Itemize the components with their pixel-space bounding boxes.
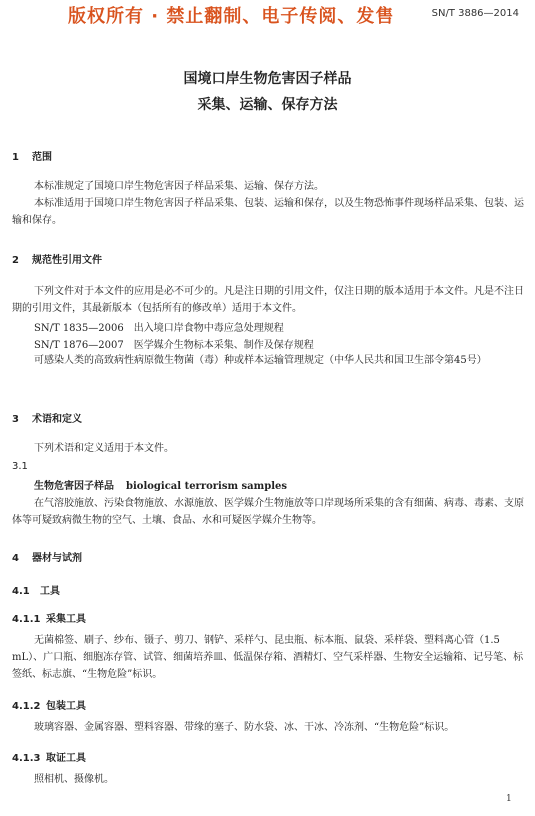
section-4-heading <box>12 549 82 564</box>
section-title: 术语和定义 <box>32 414 82 425</box>
copyright-watermark: 版权所有 · 禁止翻制、电子传阅、发售 <box>68 6 395 27</box>
evidence-tools-text: 照相机、摄像机。 <box>34 774 114 785</box>
section-number: 4.1.1 <box>12 614 41 625</box>
collection-tools-text: 无菌棉签、刷子、纱布、镊子、剪刀、钢铲、采样勺、昆虫瓶、标本瓶、鼠袋、采样袋、塑料离心管（1.5 mL）、广口瓶、细胞冻存管、试管、细菌培养皿、低温保存箱、酒精灯、空气采样器、生物安全运输箱、记号笔、标签纸、标志旗、“生物危险”标识。 <box>12 635 524 680</box>
section-title: 取证工具 <box>46 753 86 764</box>
section-number: 4.1.2 <box>12 701 41 712</box>
section-4-1-3-heading <box>12 749 86 764</box>
section-title: 范围 <box>32 152 52 163</box>
section-title: 规范性引用文件 <box>32 255 102 266</box>
section-title: 采集工具 <box>46 614 86 625</box>
document-title-line1: 国境口岸生物危害因子样品 <box>183 71 352 87</box>
reference-item: SN/T 1835—2006 出入境口岸食物中毒应急处理规程 <box>34 323 284 334</box>
section-2-paragraph-2: 可感染人类的高致病性病原微生物菌（毒）种或样本运输管理规定（中华人民共和国卫生部令第45号） <box>34 355 487 366</box>
section-number: 1 <box>12 152 19 163</box>
section-number: 4.1 <box>12 586 30 597</box>
section-1-paragraph-1: 本标准规定了国境口岸生物危害因子样品采集、运输、保存方法。 <box>34 181 324 192</box>
subsection-number: 3.1 <box>12 461 28 472</box>
section-1-paragraph-2: 本标准适用于国境口岸生物危害因子样品采集、包装、运输和保存，以及生物恐怖事件现场样品采集、包装、运输和保存。 <box>12 198 524 226</box>
section-title: 包装工具 <box>46 701 86 712</box>
section-title: 工具 <box>40 586 60 597</box>
term-chinese: 生物危害因子样品 <box>34 481 114 492</box>
term-english: biological terrorism samples <box>126 481 287 492</box>
standard-number: SN/T 3886—2014 <box>431 8 519 19</box>
section-2-heading <box>12 251 102 266</box>
section-title: 器材与试剂 <box>32 553 82 564</box>
section-2-paragraph-1: 下列文件对于本文件的应用是必不可少的。凡是注日期的引用文件，仅注日期的版本适用于本文件。凡是不注日期的引用文件，其最新版本（包括所有的修改单）适用于本文件。 <box>12 286 524 314</box>
section-4-1-2-heading <box>12 697 86 712</box>
section-number: 3 <box>12 414 19 425</box>
term-entry <box>34 477 287 492</box>
section-3-paragraph-1: 下列术语和定义适用于本文件。 <box>34 443 174 454</box>
section-number: 4.1.3 <box>12 753 41 764</box>
section-4-1-1-heading <box>12 610 86 625</box>
section-3-heading <box>12 410 82 425</box>
section-number: 2 <box>12 255 19 266</box>
document-title-line2: 采集、运输、保存方法 <box>197 97 338 113</box>
section-4-1-heading <box>12 582 60 597</box>
packing-tools-text: 玻璃容器、金属容器、塑料容器、带缘的塞子、防水袋、冰、干冰、冷冻剂、“生物危险”标识。 <box>34 722 455 733</box>
term-definition: 在气溶胶施放、污染食物施放、水源施放、医学媒介生物施放等口岸现场所采集的含有细菌、病毒、毒素、支原体等可疑致病微生物的空气、土壤、食品、水和可疑医学媒介生物等。 <box>12 498 524 526</box>
section-number: 4 <box>12 553 19 564</box>
reference-item: SN/T 1876—2007 医学媒介生物标本采集、制作及保存规程 <box>34 340 314 351</box>
page-number: 1 <box>506 794 512 804</box>
section-1-heading <box>12 148 52 163</box>
